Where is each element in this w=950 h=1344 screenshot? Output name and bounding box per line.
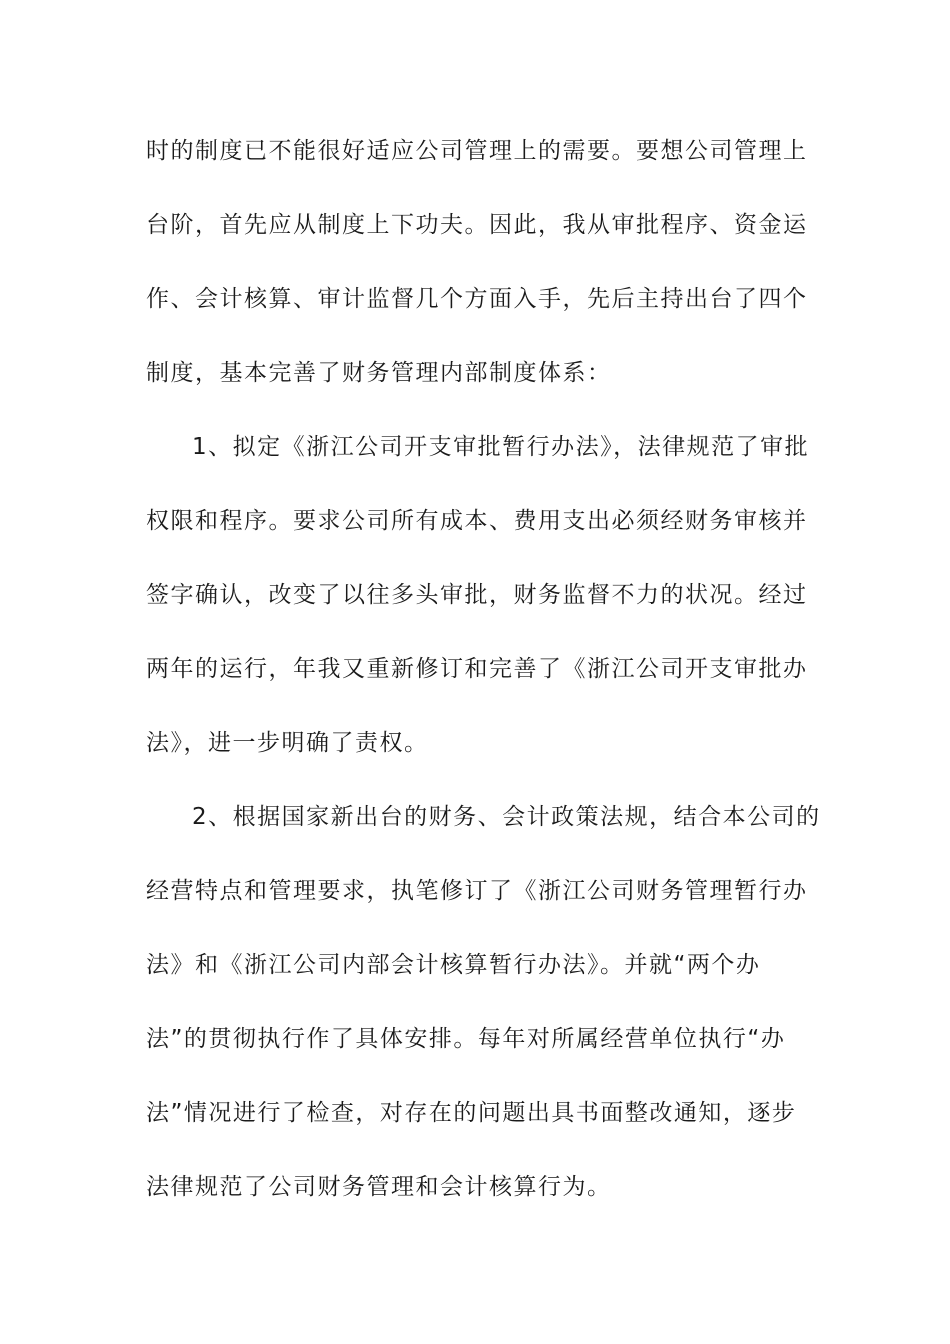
text-line-13: 法”的贯彻执行作了具体安排。每年对所属经营单位执行“办 — [146, 1026, 786, 1052]
text-line-3: 作、会计核算、审计监督几个方面入手，先后主持出台了四个 — [146, 286, 808, 312]
document-body — [146, 114, 821, 1224]
text-line-14: 法”情况进行了检查，对存在的问题出具书面整改通知，逐步 — [146, 1100, 797, 1126]
text-line-12: 法》和《浙江公司内部会计核算暂行办法》。并就“两个办 — [146, 952, 761, 978]
text-line-4: 制度，基本完善了财务管理内部制度体系： — [146, 360, 612, 386]
text-line-15: 法律规范了公司财务管理和会计核算行为。 — [146, 1174, 612, 1200]
text-line-1: 时的制度已不能很好适应公司管理上的需要。要想公司管理上 — [146, 138, 808, 164]
text-line-6: 权限和程序。要求公司所有成本、费用支出必须经财务审核并 — [146, 508, 808, 534]
paragraph-1-first-line: 1、拟定《浙江公司开支审批暂行办法》，法律规范了审批 — [192, 434, 810, 460]
text-line-8: 两年的运行，年我又重新修订和完善了《浙江公司开支审批办 — [146, 656, 808, 682]
text-line-11: 经营特点和管理要求，执笔修订了《浙江公司财务管理暂行办 — [146, 878, 808, 904]
paragraph-2-first-line: 2、根据国家新出台的财务、会计政策法规，结合本公司的 — [192, 804, 821, 830]
text-line-7: 签字确认，改变了以往多头审批，财务监督不力的状况。经过 — [146, 582, 808, 608]
text-line-2: 台阶，首先应从制度上下功夫。因此，我从审批程序、资金运 — [146, 212, 808, 238]
text-line-9: 法》，进一步明确了责权。 — [146, 730, 429, 756]
